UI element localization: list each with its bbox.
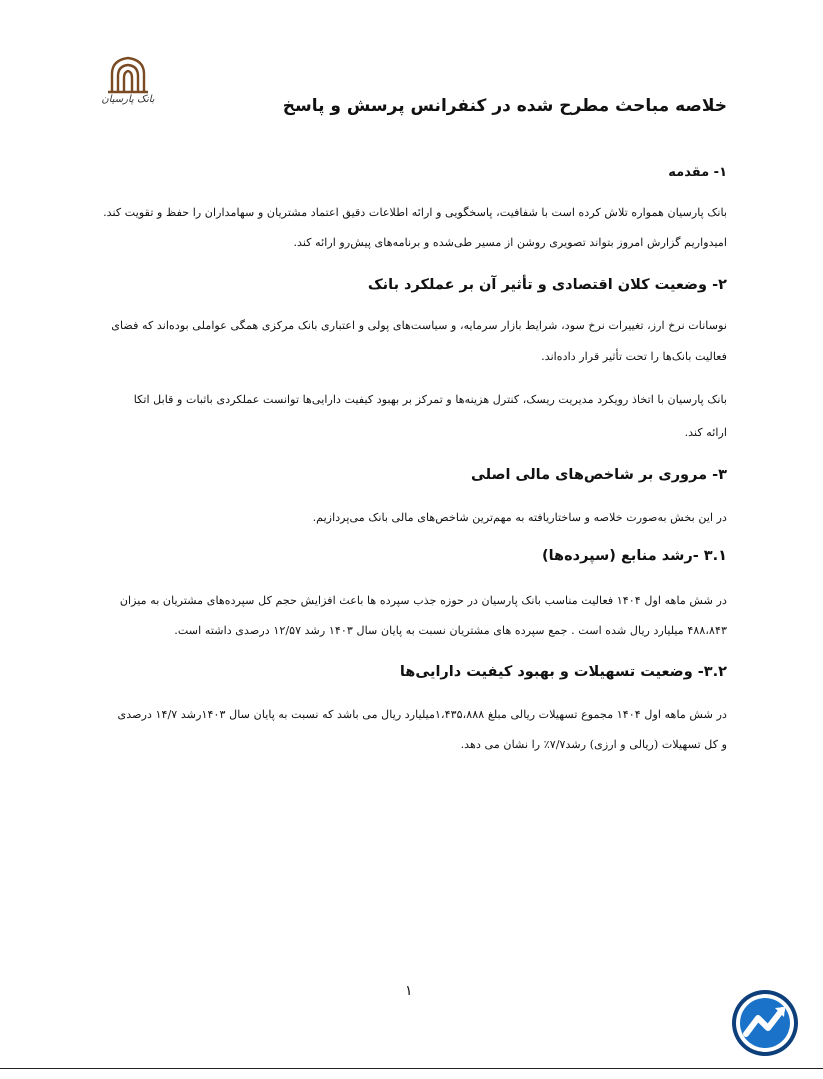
- deposits-line-2: ۴۸۸،۸۴۳ میلیارد ریال شده است . جمع سپرده های مشتریان نسبت به پایان سال ۱۴۰۳ رشد ۱۲/۵۷ درصدی داشته است.: [174, 624, 727, 637]
- macro-para1-line-2: فعالیت بانک‌ها را تحت تأثیر قرار داده‌اند.: [541, 350, 727, 363]
- trend-badge-icon: [730, 988, 800, 1058]
- loans-line-2: و کل تسهیلات (ریالی و ارزی) رشد۷/۷٪ را نشان می دهد.: [460, 738, 727, 751]
- macro-para1-line-1: نوسانات نرخ ارز، تغییرات نرخ سود، شرایط بازار سرمایه، و سیاست‌های پولی و اعتباری بانک مرکزی همگی عواملی بوده‌اند که فضای: [111, 319, 727, 332]
- indicators-line: در این بخش به‌صورت خلاصه و ساختاریافته به مهم‌ترین شاخص‌های مالی بانک می‌پردازیم.: [312, 511, 727, 524]
- deposits-line-1: در شش ماهه اول ۱۴۰۴ فعالیت مناسب بانک پارسیان در حوزه جذب سپرده ها باعث افزایش حجم کل سپرده‌های مشتریان به میزان: [119, 594, 727, 607]
- intro-line-1: بانک پارسیان همواره تلاش کرده است با شفافیت، پاسخگویی و ارائه اطلاعات دقیق اعتماد مشتریان و سهامداران را حفظ و تقویت کند.: [103, 206, 727, 219]
- macro-para2-line-1: بانک پارسیان با اتخاذ رویکرد مدیریت ریسک، کنترل هزینه‌ها و تمرکز بر بهبود کیفیت دارایی‌ها توانست عملکردی باثبات و قابل اتکا: [133, 393, 727, 406]
- bank-emblem-icon: [92, 52, 164, 94]
- document-title: خلاصه مباحث مطرح شده در کنفرانس پرسش و پاسخ: [282, 96, 727, 116]
- section-heading-macro: ۲- وضعیت کلان اقتصادی و تأثیر آن بر عملکرد بانک: [367, 277, 727, 293]
- section-heading-loans: ۳.۲- وضعیت تسهیلات و بهبود کیفیت دارایی‌ها: [399, 664, 727, 680]
- loans-line-1: در شش ماهه اول ۱۴۰۴ مجموع تسهیلات ریالی مبلغ ۱،۴۳۵،۸۸۸میلیارد ریال می باشد که نسبت به پایان سال ۱۴۰۳رشد ۱۴/۷ درصدی: [117, 708, 727, 721]
- page-number: ۱: [405, 983, 413, 999]
- section-heading-indicators: ۳- مروری بر شاخص‌های مالی اصلی: [470, 467, 727, 483]
- section-heading-deposits: ۳.۱ -رشد منابع (سپرده‌ها): [541, 548, 727, 564]
- section-heading-intro: ۱- مقدمه: [668, 165, 727, 180]
- bottom-divider: [0, 1068, 823, 1069]
- intro-line-2: امیدواریم گزارش امروز بتواند تصویری روشن از مسیر طی‌شده و برنامه‌های پیش‌رو ارائه کند.: [293, 236, 727, 249]
- bank-logo-text: بانک پارسیان: [101, 94, 155, 105]
- macro-para2-line-2: ارائه کند.: [684, 426, 727, 439]
- bank-logo: [92, 52, 164, 122]
